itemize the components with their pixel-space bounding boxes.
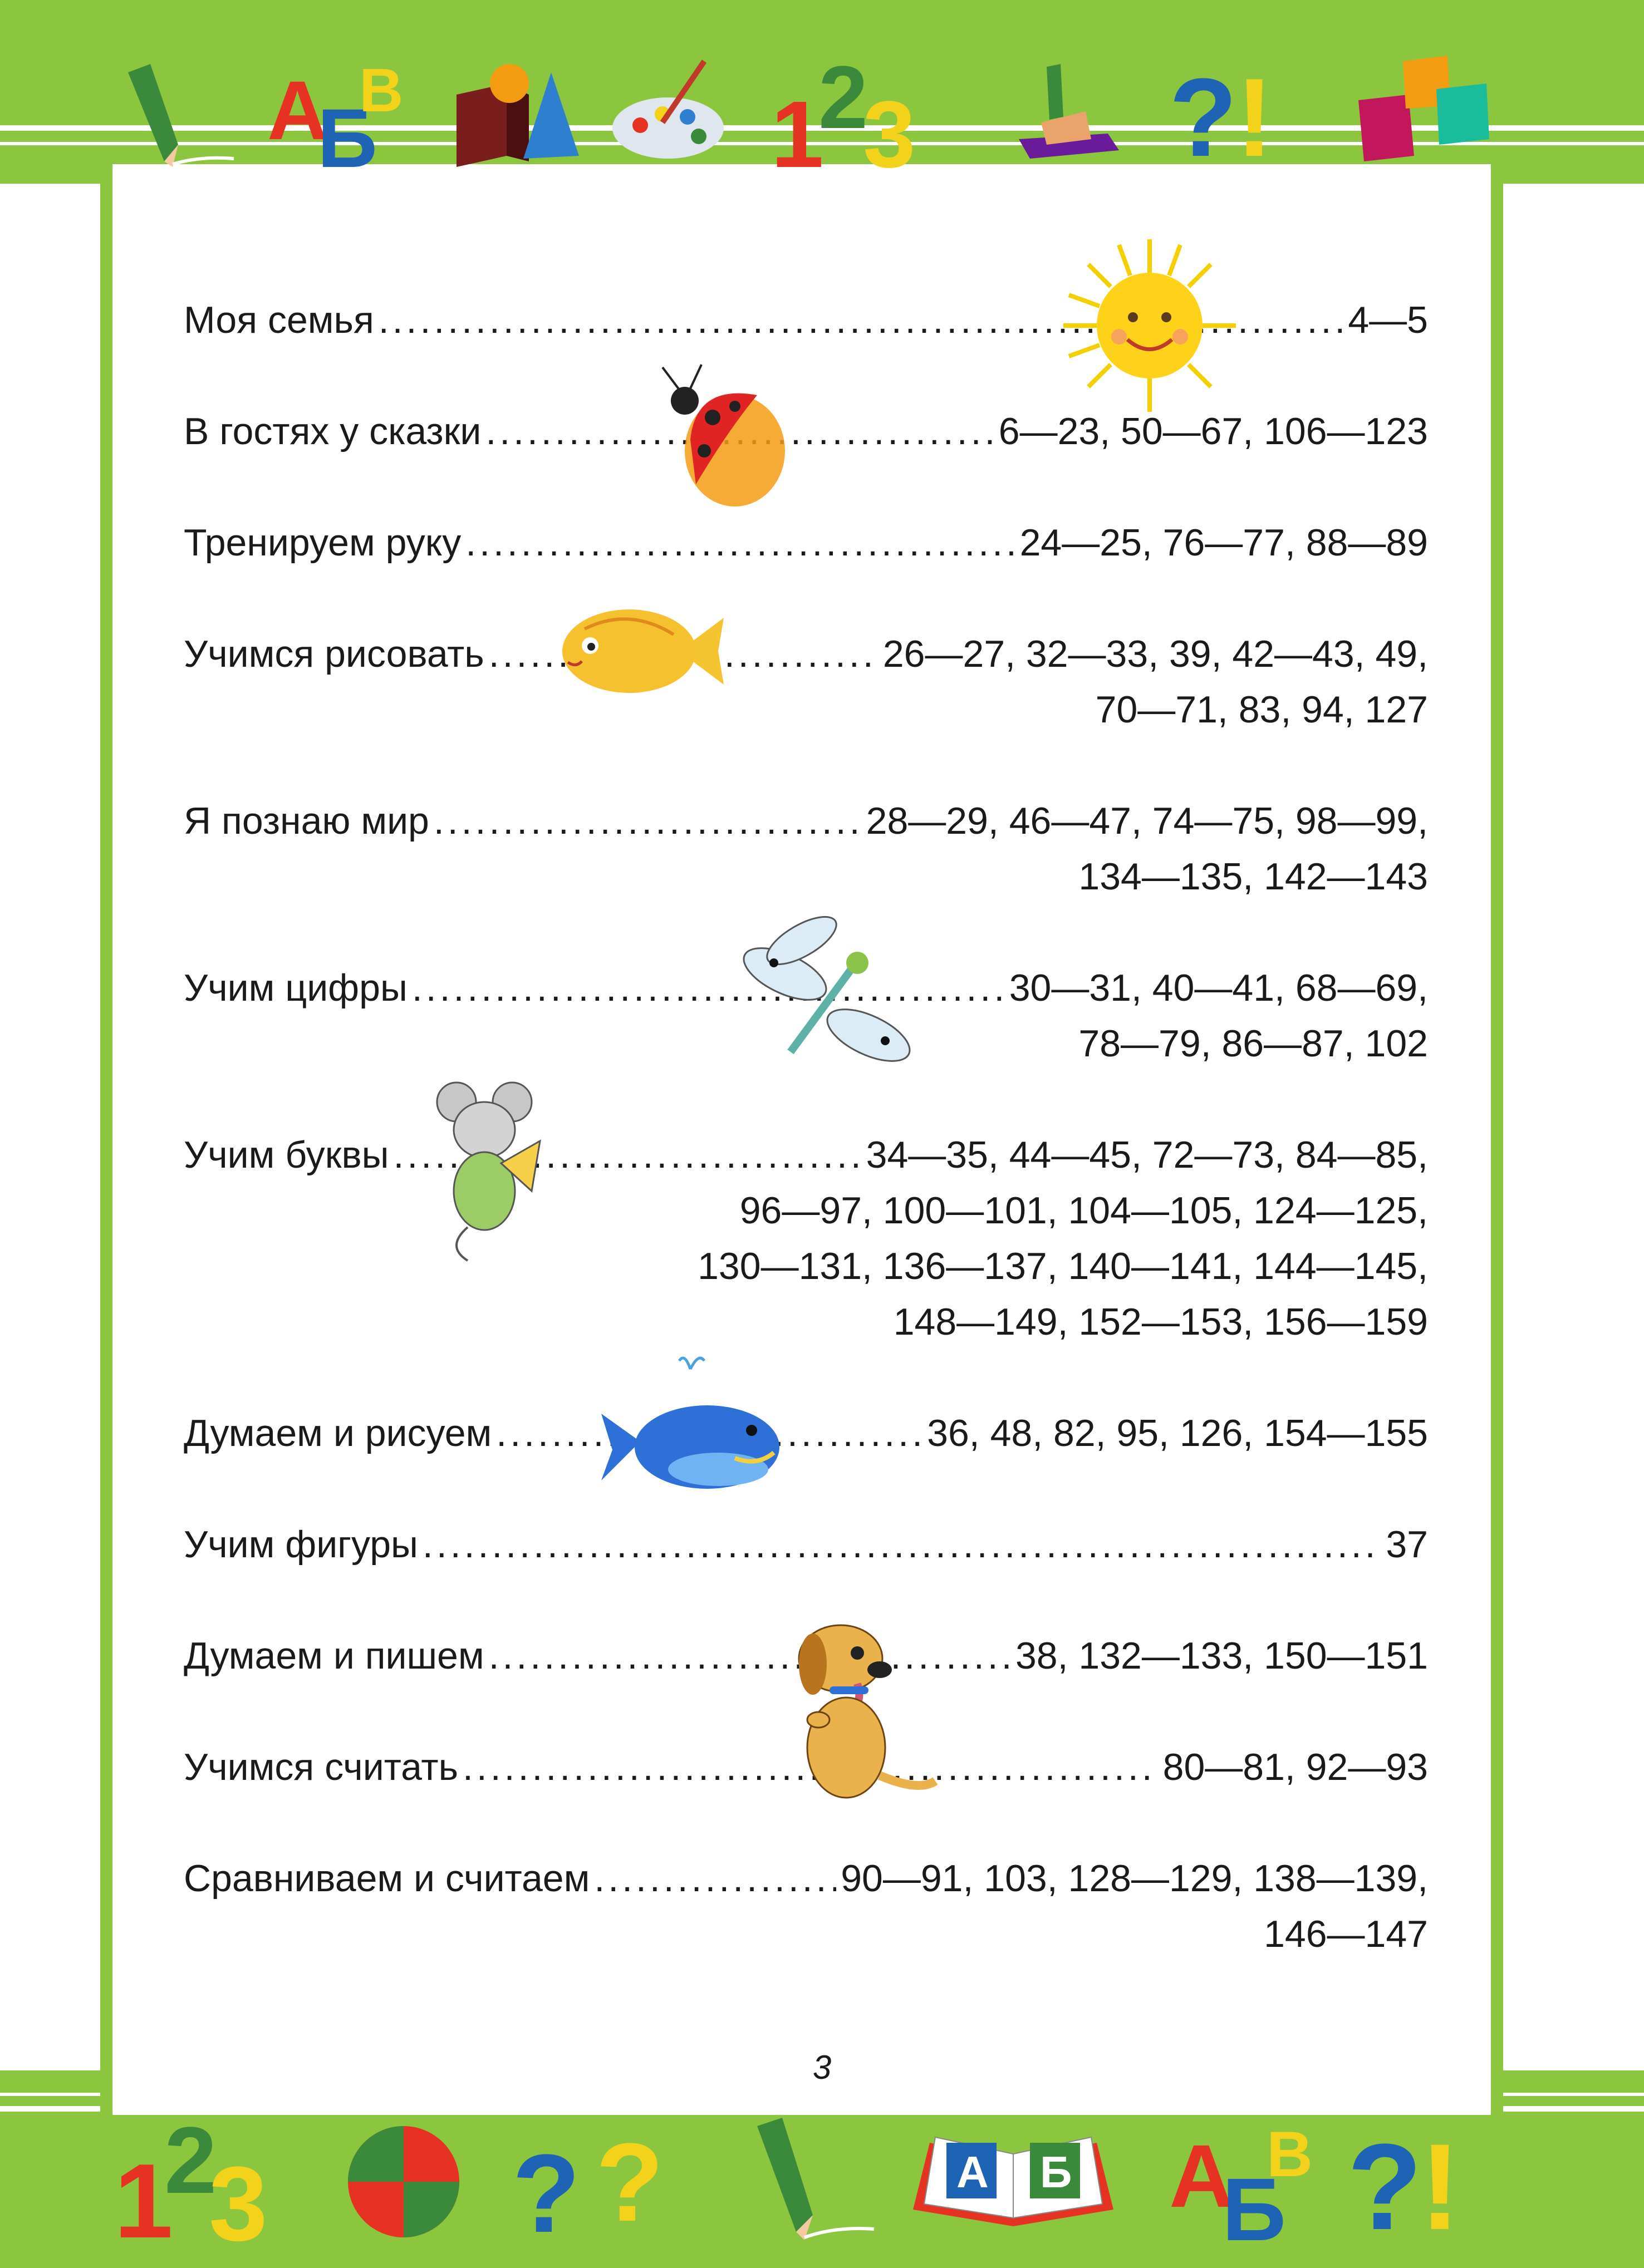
svg-text:А: А — [956, 2147, 989, 2197]
svg-text:2: 2 — [818, 56, 868, 147]
entry-pages: 34—35, 44—45, 72—73, 84—85, — [866, 1134, 1428, 1176]
toc-entry — [184, 793, 1428, 904]
entry-title: Думаем и рисуем — [184, 1412, 492, 1454]
entry-title: Думаем и пишем — [184, 1635, 484, 1677]
dot-leader — [465, 515, 1015, 570]
entry-pages: 28—29, 46—47, 74—75, 98—99, — [866, 800, 1428, 842]
open-book-icon — [902, 2109, 1125, 2249]
question-marks-icon — [512, 2109, 679, 2249]
toc-entry — [184, 1405, 1428, 1461]
entry-pages: 36, 48, 82, 95, 126, 154—155 — [927, 1412, 1428, 1454]
toc-entry — [184, 1851, 1428, 1962]
svg-text:!: ! — [1236, 56, 1273, 173]
dragonfly-icon — [740, 913, 919, 1083]
fish-icon — [551, 596, 729, 710]
entry-pages: 38, 132—133, 150—151 — [1015, 1635, 1428, 1677]
entry-pages-continued: 148—149, 152—153, 156—159 — [893, 1301, 1428, 1343]
dot-leader — [423, 1517, 1381, 1572]
entry-pages: 37 — [1386, 1523, 1428, 1566]
entry-title: Учимся рисовать — [184, 633, 484, 675]
toc-entry — [184, 1127, 1428, 1350]
entry-pages-continued: 130—131, 136—137, 140—141, 144—145, — [698, 1245, 1428, 1287]
page-number: 3 — [812, 2049, 832, 2086]
svg-text:3: 3 — [209, 2145, 268, 2254]
entry-pages: 80—81, 92—93 — [1162, 1746, 1428, 1788]
svg-text:3: 3 — [863, 82, 916, 178]
entry-title: Моя семья — [184, 299, 374, 341]
toc-entry — [184, 626, 1428, 737]
svg-text:1: 1 — [114, 2142, 173, 2254]
dot-leader — [434, 793, 862, 849]
svg-text:А: А — [1169, 2126, 1234, 2226]
question-exclaim-icon — [1347, 2109, 1492, 2249]
svg-text:?: ? — [596, 2121, 664, 2245]
whale-icon — [596, 1352, 785, 1500]
entry-title: Учим цифры — [184, 967, 408, 1009]
numbers-123-icon — [768, 56, 930, 178]
entry-title: Тренируем руку — [184, 522, 462, 564]
numbers-123-icon — [111, 2109, 278, 2254]
svg-text:Б: Б — [1222, 2159, 1286, 2249]
svg-text:В: В — [1267, 2119, 1313, 2190]
dog-icon — [774, 1608, 941, 1812]
dot-leader — [594, 1851, 836, 1906]
pencil-icon — [735, 2115, 880, 2243]
entry-pages-continued: 70—71, 83, 94, 127 — [1095, 688, 1428, 731]
svg-text:А: А — [267, 63, 328, 157]
entry-pages-continued: 146—147 — [1264, 1913, 1428, 1955]
svg-text:1: 1 — [771, 82, 824, 178]
entry-pages: 30—31, 40—41, 68—69, — [1009, 967, 1428, 1009]
svg-text:!: ! — [1420, 2118, 1461, 2249]
svg-text:?: ? — [1169, 56, 1238, 173]
svg-text:Б: Б — [1040, 2147, 1072, 2197]
entry-title: Учимся считать — [184, 1746, 458, 1788]
letters-abv-icon — [262, 50, 412, 173]
cube-cone-icon — [445, 61, 585, 173]
toc-entry — [184, 1517, 1428, 1572]
entry-pages-continued: 78—79, 86—87, 102 — [1078, 1022, 1428, 1065]
entry-title: Учим буквы — [184, 1134, 389, 1176]
color-cubes-icon — [1353, 50, 1498, 167]
entry-pages: 26—27, 32—33, 39, 42—43, 49, — [882, 633, 1428, 675]
entry-title: В гостях у сказки — [184, 410, 482, 452]
pencil-cubes-icon — [1008, 56, 1130, 167]
ladybug-icon — [646, 362, 813, 520]
palette-icon — [607, 56, 729, 167]
entry-pages-continued: 96—97, 100—101, 104—105, 124—125, — [739, 1189, 1428, 1232]
entry-title: Сравниваем и считаем — [184, 1857, 590, 1900]
question-exclaim-icon — [1169, 50, 1297, 173]
svg-text:Б: Б — [317, 91, 377, 173]
mouse-icon — [434, 1080, 546, 1266]
entry-title: Я познаю мир — [184, 800, 429, 842]
pencil-icon — [111, 61, 239, 167]
ball-icon — [342, 2121, 465, 2243]
entry-pages-continued: 134—135, 142—143 — [1078, 855, 1428, 898]
svg-text:?: ? — [512, 2132, 581, 2249]
entry-pages: 4—5 — [1348, 299, 1428, 341]
entry-pages: 6—23, 50—67, 106—123 — [998, 410, 1428, 452]
letters-abv-icon — [1164, 2109, 1319, 2249]
sun-icon — [1058, 234, 1241, 420]
svg-text:2: 2 — [164, 2109, 217, 2213]
entry-pages: 24—25, 76—77, 88—89 — [1019, 522, 1428, 564]
entry-pages: 90—91, 103, 128—129, 138—139, — [841, 1857, 1428, 1900]
toc-entry — [184, 515, 1428, 570]
svg-text:В: В — [359, 56, 404, 125]
entry-title: Учим фигуры — [184, 1523, 418, 1566]
svg-text:?: ? — [1347, 2118, 1422, 2249]
